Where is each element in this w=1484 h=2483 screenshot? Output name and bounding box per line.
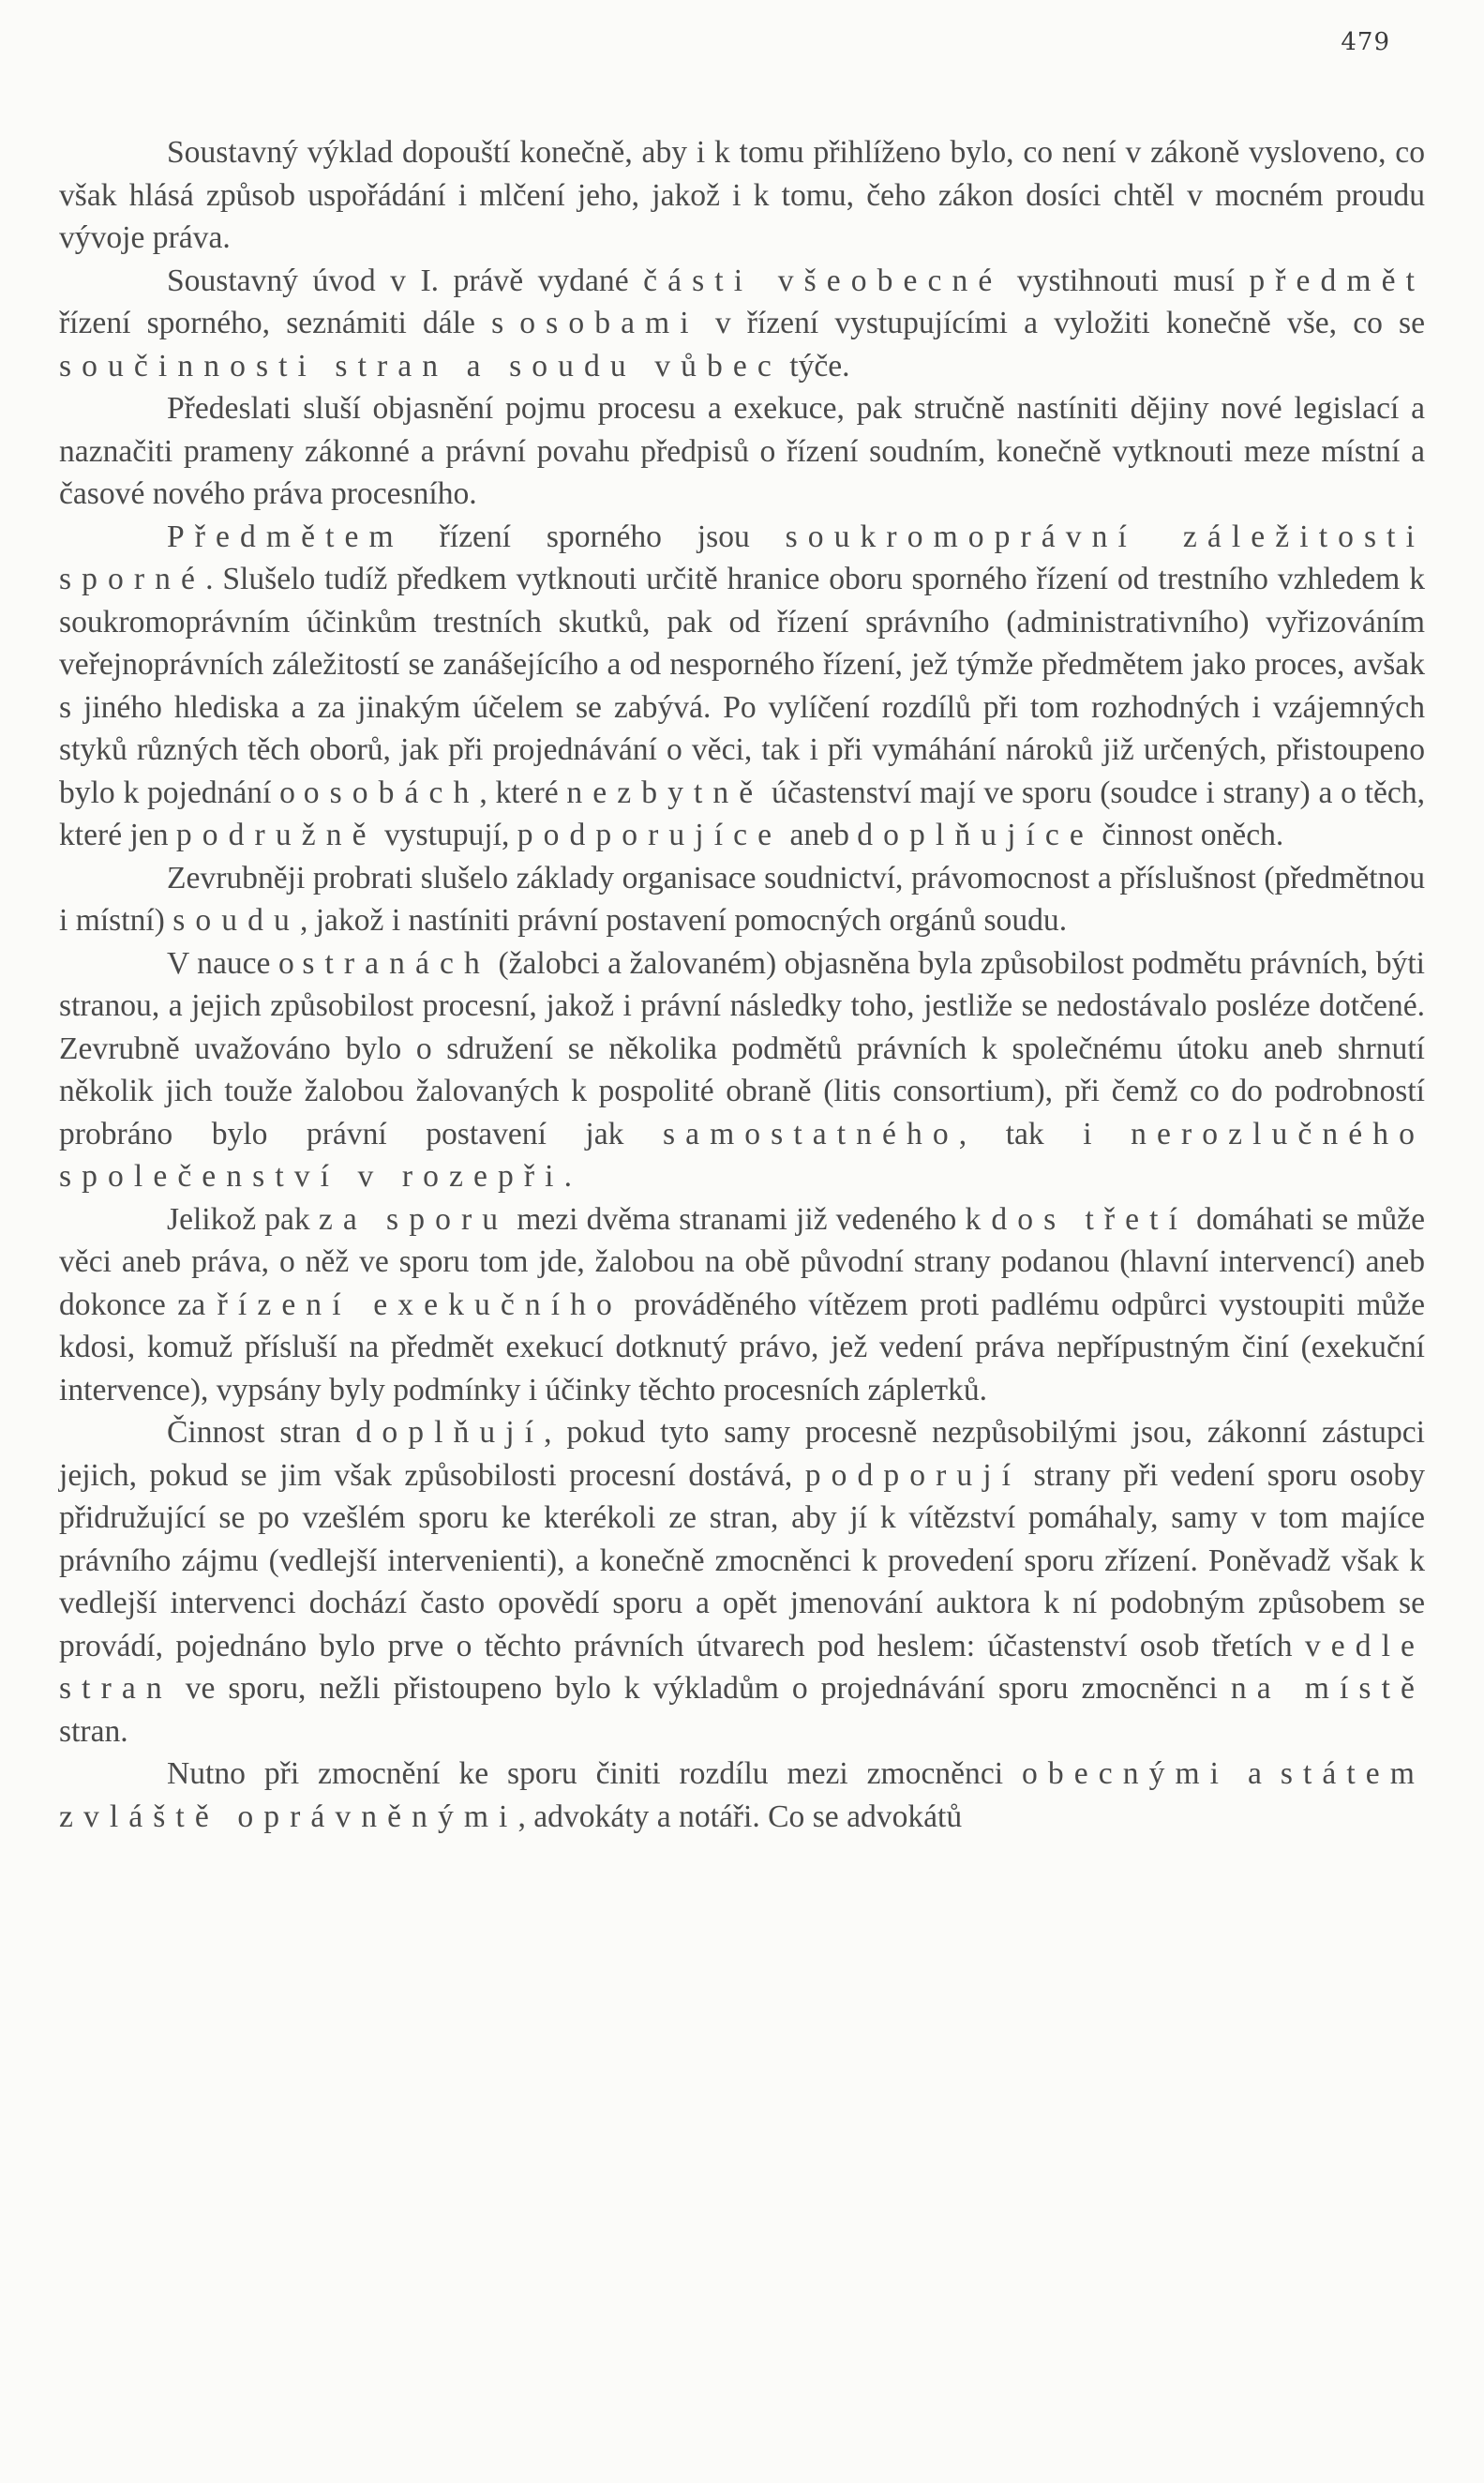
paragraph (59, 857, 1425, 942)
spaced-emphasis: stranách (302, 945, 490, 981)
paragraph (59, 387, 1425, 516)
spaced-emphasis: za sporu (318, 1201, 509, 1237)
spaced-emphasis: soudu (172, 903, 300, 938)
text-run: V nauce o (167, 945, 303, 981)
paragraph (59, 1198, 1425, 1412)
spaced-emphasis: předmět (1249, 263, 1425, 298)
text-run: , jakož i nastíniti právní postavení pomocných orgánů soudu. (299, 903, 1068, 938)
text-run: řízení sporného jsou (403, 519, 786, 554)
text-run: řízení sporného, seznámiti dále s (59, 306, 520, 340)
text-run: Předeslati sluší objasnění pojmu procesu a exekuce, pak stručně nastíniti dějiny nové legislací a naznačiti prameny zákonné a právní povahu předpisů o řízení soudním, konečně vytknouti meze místní a časové nového práva procesního. (59, 391, 1425, 511)
text-run: (žalobci a žalovaném) objasněna byla způsobilost podmětu právních, býti stranou, a jejich způsobilost procesní, jakož i právní následky toho, jestliže se nedostávalo posléze dotčené. Zevrubně uvažováno bylo o sdružení se několika podmětů právních k společnému útoku aneb shrnutí několik jich touže žalobou žalovaných k pospolité obraně (litis consortium), při čemž co do podrobností probráno bylo právní postavení jak (59, 945, 1425, 1151)
text-run: . Slušelo tudíž předkem vytknouti určitě hranice oboru sporného řízení od trestního vzhledem k soukromoprávním účinkům trestních skutků, pak od řízení správního (administrativního) vyřizováním veřejnoprávních záležitostí se zanášejícího a od nesporného řízení, jež týmže předmětem jako proces, avšak s jiného hlediska a za jinakým účelem se zabývá. Po vylíčení rozdílů při tom rozhodných i vzájemných styků různých těch oborů, jak při projednávání o věci, tak i při vymáhání nároků již určených, přistoupeno bylo k pojednání o (59, 562, 1425, 810)
spaced-emphasis: osobami (519, 306, 699, 340)
paragraph (59, 516, 1425, 857)
spaced-emphasis: podporují (804, 1457, 1022, 1493)
text-run: vystupují, (376, 818, 517, 852)
spaced-emphasis: části všeobecné (643, 263, 1003, 298)
spaced-emphasis: podporujíce (517, 818, 783, 852)
text-run: , pokud tyto samy procesně nezpůsobilými jsou, zákonní zástupci jejich, pokud se jim však způsobilosti procesní dostává, (59, 1415, 1425, 1493)
text-run: , tak i (958, 1116, 1132, 1151)
text-run: Soustavný úvod v I. právě vydané (167, 263, 644, 298)
spaced-emphasis: osobách (303, 775, 480, 810)
text-run: týče. (781, 348, 850, 384)
text-run: prováděného vítězem proti padlému odpůrci vystoupiti může kdosi, komuž přísluší na předmět exekucí dotknutý právo, jež vedení práva nepřípustným činí (exekuční intervence), vypsány byly podmínky i účinky těchto procesních záplетků. (59, 1287, 1425, 1407)
text-run: , které (479, 775, 567, 810)
text-run: strany při vedení sporu osoby přidružující se po vzešlém sporu ke kterékoli ze stran, aby jí k vítězství pomáhaly, samy v tom majíce právního zájmu (vedlejší intervenienti), a konečně zmocněnci k provedení sporu zřízení. Poněvadž však k vedlejší intervenci dochází často opovědí sporu a opět jmenování auktora k ní podobným způsobem se provádí, pojednáno bylo prve o těchto právních útvarech pod heslem: účastenství osob třetích (59, 1457, 1425, 1663)
text-run: domáhati se může věci aneb práva, o něž ve sporu tom jde, žalobou na obě původní strany podanou (hlavní intervencí) aneb dokonce za (59, 1201, 1425, 1322)
spaced-emphasis: kdos třetí (965, 1201, 1188, 1237)
text-run: . (563, 1159, 572, 1194)
spaced-emphasis: podružně (175, 818, 377, 852)
text-run: ve sporu, nežli přistoupeno bylo k výkladům o projednávání sporu zmocněnci (172, 1671, 1231, 1706)
spaced-emphasis: státem zvláště oprávněnými (59, 1756, 1425, 1834)
page-number: 479 (1341, 28, 1390, 56)
text-run: , advokáty a notáři. Co se advokátů (517, 1798, 963, 1834)
spaced-emphasis: na místě (1230, 1671, 1425, 1706)
body-text (59, 131, 1425, 1838)
spaced-emphasis: nezbytně (566, 775, 764, 810)
spaced-emphasis: samostatného (662, 1116, 959, 1151)
spaced-emphasis: vedle stran (59, 1628, 1425, 1706)
spaced-emphasis: soukromoprávní záležitosti sporné (59, 519, 1425, 596)
text-run: Činnost stran (167, 1415, 356, 1450)
spaced-emphasis: Předmětem (167, 519, 404, 554)
text-run: mezi dvěma stranami již vedeného (508, 1201, 966, 1237)
text-run: činnost oněch. (1093, 818, 1284, 852)
paragraph (59, 260, 1425, 388)
text-run: vystihnouti musí (1002, 263, 1250, 298)
text-run: Soustavný výklad dopouští konečně, aby i k tomu přihlíženo bylo, co není v zákoně vysloveno, co však hlásá způsob uspořádání i mlčení jeho, jakož i k tomu, čeho zákon dosíci chtěl v mocném proudu vývoje práva. (59, 135, 1425, 255)
text-run: v řízení vystupujícími a vyložiti konečně vše, co se (698, 306, 1425, 340)
text-run: účastenství mají ve sporu (soudce i strany) a o těch, které jen (59, 775, 1426, 852)
text-run: stran. (59, 1713, 128, 1749)
text-run: Nutno při zmocnění ke sporu činiti rozdílu mezi zmocněnci (167, 1756, 1022, 1791)
text-run: aneb (782, 818, 858, 852)
spaced-emphasis: doplňují (355, 1415, 545, 1450)
text-run: Zevrubněji probrati slušelo základy organisace soudnictví, právomocnost a příslušnost (předmětnou i místní) (59, 860, 1425, 938)
paragraph (59, 1411, 1425, 1753)
paragraph (59, 1753, 1425, 1838)
spaced-emphasis: doplňujíce (857, 818, 1094, 852)
paragraph (59, 131, 1425, 260)
text-run: Jelikož pak (167, 1201, 319, 1237)
paragraph (59, 942, 1425, 1198)
spaced-emphasis: řízení exekučního (217, 1287, 622, 1322)
spaced-emphasis: součinnosti stran a soudu vůbec (59, 348, 782, 384)
text-run: a (1229, 1756, 1281, 1791)
spaced-emphasis: obecnými (1021, 1756, 1230, 1791)
spaced-emphasis: nerozlučného společenství v rozepři (59, 1116, 1425, 1194)
